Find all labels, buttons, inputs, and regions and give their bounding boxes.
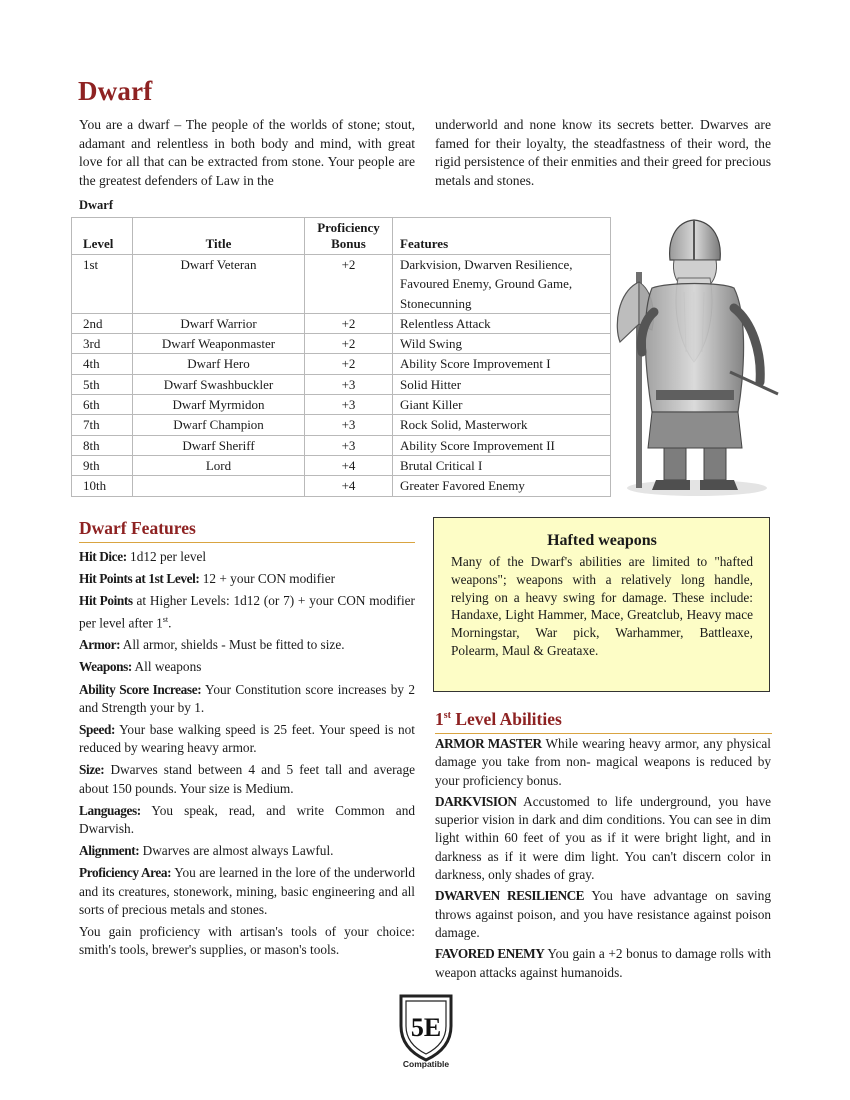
page-title: Dwarf: [78, 76, 153, 106]
cell-title: Dwarf Sheriff: [133, 435, 305, 455]
cell-features: Rock Solid, Masterwork: [393, 415, 611, 435]
cell-features: Greater Favored Enemy: [393, 476, 611, 496]
cell-level: 4th: [72, 354, 133, 374]
ability-name: DARKVISION: [435, 793, 517, 809]
table-row: [72, 334, 611, 354]
cell-level: 6th: [72, 395, 133, 415]
ability-name: DWARVEN RESILIENCE: [435, 888, 585, 904]
ability-text: Accustomed to life underground, you have superior vision in dark and dim conditions. You can see in dim light within 60 feet of you as if it were bright light, and in darkness as if it were dim light. You can't discern color in darkness, only shades of gray.: [435, 793, 771, 883]
ability-text: You gain a +2 bonus to damage rolls with weapon attacks against humanoids.: [435, 946, 771, 980]
feature-tools: You gain proficiency with artisan's tools of your choice: smith's tools, brewer's supplies, or mason's tools.: [79, 924, 415, 958]
header-title: Title: [133, 218, 305, 255]
cell-proficiency-bonus: +2: [305, 354, 393, 374]
cell-level: 1st: [72, 255, 133, 314]
feature-languages: [79, 802, 415, 838]
table-row: [72, 395, 611, 415]
5e-compatible-logo: [395, 992, 457, 1070]
ability-darkvision: [435, 793, 771, 884]
feature-label: Alignment:: [79, 843, 140, 859]
feature-label: Hit Dice:: [79, 549, 127, 564]
ability-favored-enemy: [435, 945, 771, 982]
feature-label: Hit Points at 1st Level:: [79, 571, 200, 587]
feature-text: Your base walking speed is 25 feet. Your speed is not reduced by wearing heavy armor.: [79, 722, 415, 756]
sidebar-body: Many of the Dwarf's abilities are limited to "hafted weapons"; weapons with a relatively long handle, relying on a heavy swing for damage. These include: Handaxe, Light Hammer, Mace, Greatclub, Heavy mace Morningstar, War pick, Warhammer, Battleaxe, Polearm, Maul & Greataxe.: [451, 554, 753, 658]
feature-label: Ability Score Increase:: [79, 681, 202, 697]
cell-title: Dwarf Champion: [133, 415, 305, 435]
header-bonus-line1: Proficiency: [317, 220, 380, 235]
cell-proficiency-bonus: +4: [305, 476, 393, 496]
header-features: Features: [393, 218, 611, 255]
cell-level: 5th: [72, 374, 133, 394]
hafted-weapons-sidebar: [433, 517, 770, 692]
cell-title: Dwarf Myrmidon: [133, 395, 305, 415]
ability-dwarven-resilience: [435, 887, 771, 942]
heading-number: 1: [435, 709, 444, 729]
cell-level: 7th: [72, 415, 133, 435]
cell-features: Wild Swing: [393, 334, 611, 354]
cell-title: Dwarf Weaponmaster: [133, 334, 305, 354]
cell-features: Ability Score Improvement II: [393, 435, 611, 455]
intro-right-column: underworld and none know its secrets better. Dwarves are famed for their loyalty, the steadfastness of their word, the rigid persistence of their enmities and their greed for precious metals and stones.: [435, 117, 771, 188]
cell-title: Lord: [133, 455, 305, 475]
header-level: Level: [72, 218, 133, 255]
ability-name: FAVORED ENEMY: [435, 946, 545, 962]
cell-proficiency-bonus: +2: [305, 313, 393, 333]
feature-armor: [79, 636, 415, 654]
feature-text: You speak, read, and write Common and Dwarvish.: [79, 802, 415, 837]
cell-title: [133, 476, 305, 496]
feature-proficiency-area: [79, 864, 415, 919]
feature-text: 12 + your CON modifier: [199, 571, 336, 587]
feature-label: Size:: [79, 762, 105, 778]
cell-title: Dwarf Warrior: [133, 313, 305, 333]
ability-armor-master: [435, 735, 771, 790]
cell-title: Dwarf Swashbuckler: [133, 374, 305, 394]
sidebar-title: Hafted weapons: [547, 532, 657, 549]
ordinal-suffix: st: [162, 614, 169, 624]
first-level-abilities-list: [435, 735, 771, 985]
table-row: [72, 354, 611, 374]
table-row: [72, 476, 611, 496]
ability-text: You have advantage on saving throws against poison, and you have resistance against poison damage.: [435, 888, 771, 940]
cell-features: Brutal Critical I: [393, 455, 611, 475]
table-row: [72, 455, 611, 475]
header-bonus-line2: Bonus: [331, 236, 366, 251]
cell-title: Dwarf Veteran: [133, 255, 305, 314]
cell-features: Relentless Attack: [393, 313, 611, 333]
feature-hp-first-level: [79, 570, 415, 588]
cell-proficiency-bonus: +2: [305, 255, 393, 314]
table-row: [72, 374, 611, 394]
feature-label: Languages:: [79, 802, 141, 818]
cell-level: 3rd: [72, 334, 133, 354]
feature-size: [79, 761, 415, 797]
first-level-abilities-heading: [435, 709, 772, 734]
feature-text-end: .: [168, 615, 172, 631]
table-caption: Dwarf: [79, 198, 114, 212]
cell-level: 10th: [72, 476, 133, 496]
cell-features: Ability Score Improvement I: [393, 354, 611, 374]
header-proficiency-bonus: [305, 218, 393, 255]
feature-hp-higher-levels: [79, 592, 415, 632]
feature-label: Speed:: [79, 722, 116, 738]
cell-proficiency-bonus: +4: [305, 455, 393, 475]
cell-proficiency-bonus: +3: [305, 415, 393, 435]
feature-label: Proficiency Area:: [79, 865, 172, 881]
ability-name: ARMOR MASTER: [435, 736, 542, 751]
logo-caption: Compatible: [402, 1059, 450, 1069]
cell-proficiency-bonus: +3: [305, 435, 393, 455]
feature-text: Dwarves stand between 4 and 5 feet tall and average about 150 pounds. Your size is Medium.: [79, 762, 415, 796]
table-row: [72, 435, 611, 455]
cell-features: Darkvision, Dwarven Resilience, Favoured Enemy, Ground Game, Stonecunning: [393, 255, 611, 314]
table-row: [72, 313, 611, 333]
feature-text: at Higher Levels: 1d12 (or 7) + your CON modifier per level after 1: [79, 593, 415, 631]
dwarf-features-list: [79, 548, 415, 963]
heading-text: Level Abilities: [450, 709, 562, 729]
feature-label: Weapons:: [79, 659, 132, 675]
ordinal-suffix: st: [443, 710, 451, 722]
cell-level: 8th: [72, 435, 133, 455]
table-header-row: [72, 218, 611, 255]
ability-text: While wearing heavy armor, any physical damage you take from non- magical weapons is reduced by your proficiency bonus.: [435, 736, 771, 788]
table-body: [72, 255, 611, 497]
feature-label: Hit Points: [79, 593, 133, 609]
feature-label: Armor:: [79, 637, 121, 653]
logo-mark: 5E: [410, 1013, 442, 1042]
table-row: [72, 415, 611, 435]
feature-text: All armor, shields - Must be fitted to size.: [120, 637, 345, 653]
table-row: [72, 255, 611, 314]
feature-text: Dwarves are almost always Lawful.: [139, 843, 334, 859]
feature-weapons: [79, 658, 415, 676]
cell-title: Dwarf Hero: [133, 354, 305, 374]
dwarf-warrior-illustration: [612, 212, 782, 498]
feature-text: All weapons: [131, 659, 202, 675]
cell-features: Solid Hitter: [393, 374, 611, 394]
feature-text: You are learned in the lore of the underworld and its creatures, stonework, mining, basic engineering and all sorts of precious metals and stones.: [79, 865, 416, 917]
feature-text: Your Constitution score increases by 2 and Strength your by 1.: [79, 681, 415, 715]
cell-proficiency-bonus: +2: [305, 334, 393, 354]
cell-level: 2nd: [72, 313, 133, 333]
cell-proficiency-bonus: +3: [305, 395, 393, 415]
cell-proficiency-bonus: +3: [305, 374, 393, 394]
dwarf-features-heading: Dwarf Features: [79, 518, 415, 543]
cell-features: Giant Killer: [393, 395, 611, 415]
feature-hit-dice: [79, 548, 415, 566]
feature-text: 1d12 per level: [126, 549, 207, 564]
intro-left-column: You are a dwarf – The people of the worlds of stone; stout, adamant and relentless in both body and mind, with great love for all that can be extracted from stone. Your people are the greatest defenders of Law in the: [79, 117, 415, 188]
cell-level: 9th: [72, 455, 133, 475]
level-progression-table: [71, 217, 611, 497]
feature-speed: [79, 721, 415, 757]
feature-ability-score-increase: [79, 681, 415, 717]
feature-alignment: [79, 842, 415, 860]
